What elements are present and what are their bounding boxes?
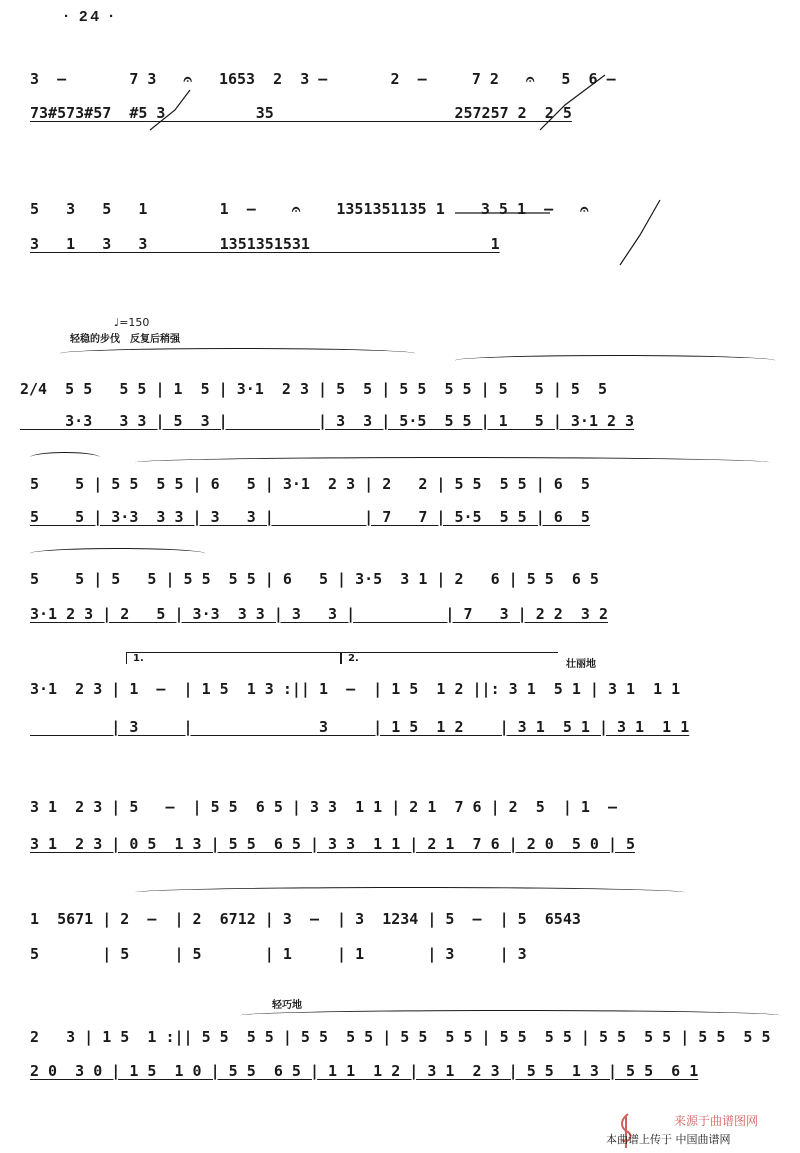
system-8-lower: 5 | 5 | 5 | 1 | 1 | 3 | 3 [30, 945, 527, 963]
system-8 [0, 900, 800, 972]
system-7 [0, 780, 800, 852]
phrase-slur [135, 457, 770, 468]
system-5-lower: 3·1 2 3 | 2 5 | 3·3 3 3 | 3 3 | | 7 3 | 2 2 3 2 [30, 605, 608, 623]
glissando-line [150, 90, 190, 130]
glissando-line [540, 75, 605, 130]
system-8-upper: 1 5671 | 2 — | 2 6712 | 3 — | 3 1234 | 5 — | 5 6543 [30, 910, 581, 928]
system-9-upper: 2 3 | 1 5 1 :|| 5 5 5 5 | 5 5 5 5 | 5 5 5 5 | 5 5 5 5 | 5 5 5 5 | 5 5 5 5 [30, 1028, 771, 1046]
expression-grand: 壮丽地 [566, 659, 596, 670]
system-1-upper: 3 — 7 3 𝄐 1653 2 3 — 2 — 7 2 𝄐 5 6 — [30, 70, 616, 88]
system-1-lower: 73#573#57 #5 3 35 257257 2 2 5 [30, 104, 572, 122]
system-3 [0, 370, 800, 442]
system-3-lower: 3·3 3 3 | 5 3 | | 3 3 | 5·5 5 5 | 1 5 | 3·1 2 3 [20, 412, 635, 430]
phrase-slur [60, 348, 415, 359]
system-9 [0, 1020, 800, 1092]
system-4-lower: 5 5 | 3·3 3 3 | 3 3 | | 7 7 | 5·5 5 5 | 6 5 [30, 508, 590, 526]
system-2-upper: 5 3 5 1 1 — 𝄐 1351351135 1 3 5 1 — 𝄐 [30, 200, 589, 218]
system-3-upper: 2/4 5 5 5 5 | 1 5 | 3·1 2 3 | 5 5 | 5 5 5 5 | 5 5 | 5 5 [20, 380, 607, 398]
phrase-slur [455, 355, 775, 366]
footer-text: 本曲谱上传于 中国曲谱网 [606, 1133, 731, 1146]
system-7-upper: 3 1 2 3 | 5 — | 5 5 6 5 | 3 3 1 1 | 2 1 7 6 | 2 5 | 1 — [30, 798, 617, 816]
volta-first: 1. [126, 652, 343, 664]
watermark-text: 来源于曲谱图网 [674, 1114, 759, 1128]
system-6 [0, 670, 800, 742]
system-2-lower: 3 1 3 3 1351351531 1 [30, 235, 500, 253]
system-4 [0, 470, 800, 542]
system-4-upper: 5 5 | 5 5 5 5 | 6 5 | 3·1 2 3 | 2 2 | 5 5 5 5 | 6 5 [30, 475, 590, 493]
tempo-mark: ♩=150 [114, 316, 150, 329]
expression-light: 轻巧地 [272, 1000, 302, 1011]
system-5 [0, 565, 800, 637]
system-9-lower: 2 0 3 0 | 1 5 1 0 | 5 5 6 5 | 1 1 1 2 | 3 1 2 3 | 5 5 1 3 | 5 5 6 1 [30, 1062, 699, 1080]
system-5-upper: 5 5 | 5 5 | 5 5 5 5 | 6 5 | 3·5 3 1 | 2 6 | 5 5 6 5 [30, 570, 599, 588]
system-7-lower: 3 1 2 3 | 0 5 1 3 | 5 5 6 5 | 3 3 1 1 | 2 1 7 6 | 2 0 5 0 | 5 [30, 835, 636, 853]
phrase-slur [30, 548, 205, 559]
page-number: · 24 · [64, 8, 118, 25]
system-6-upper: 3·1 2 3 | 1 — | 1 5 1 3 :|| 1 — | 1 5 1 2 ||: 3 1 5 1 | 3 1 1 1 [30, 680, 681, 698]
phrase-slur [135, 887, 685, 898]
expression-steady: 轻稳的步伐 反复后稍强 [70, 334, 180, 345]
system-2 [0, 185, 800, 257]
phrase-slur [30, 452, 100, 463]
volta-second: 2. [340, 652, 558, 664]
system-6-lower: | 3 | 3 | 1 5 1 2 | 3 1 5 1 | 3 1 1 1 [30, 718, 690, 736]
